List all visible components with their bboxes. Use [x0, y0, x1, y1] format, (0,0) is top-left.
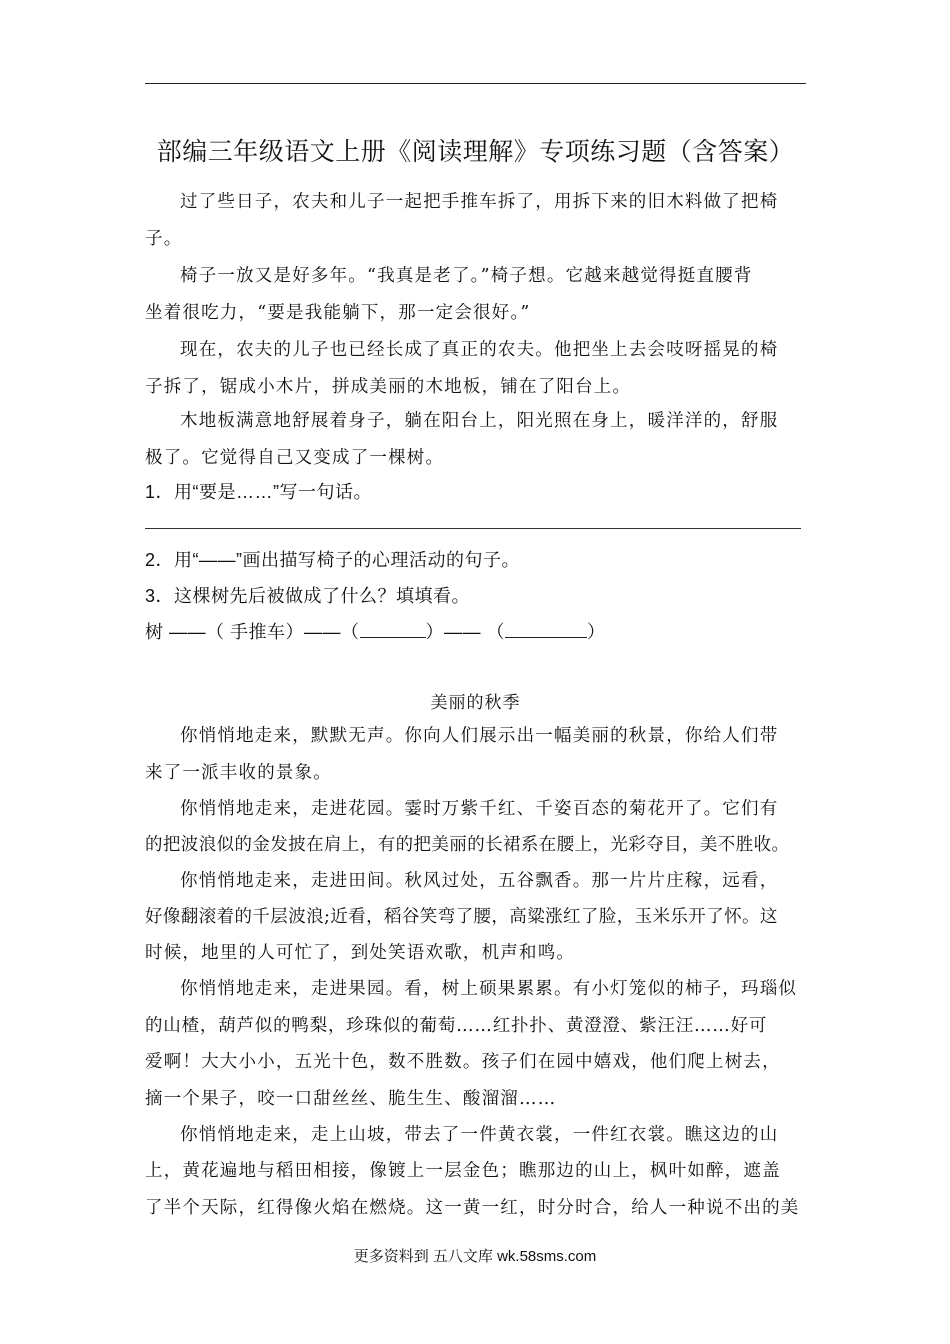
passage1-line: 坐着很吃力，“要是我能躺下，那一定会很好。” [145, 303, 531, 323]
passage2-line: 时候，地里的人可忙了，到处笑语欢歌，机声和鸣。 [145, 943, 576, 963]
fill-chain [145, 618, 606, 644]
passage1-line: 椅子一放又是好多年。“我真是老了。”椅子想。它越来越觉得挺直腰背 [180, 266, 753, 286]
question-3: 3．这棵树先后被做成了什么？填填看。 [145, 586, 471, 606]
chain-end: ） [587, 622, 606, 642]
question-1: 1．用“要是……”写一句话。 [145, 482, 372, 502]
passage2-line: 摘一个果子，咬一口甜丝丝、脆生生、酸溜溜…… [145, 1089, 557, 1109]
passage2-title: 美丽的秋季 [430, 693, 521, 713]
passage2-line: 了半个天际，红得像火焰在燃烧。这一黄一红，时分时合，给人一种说不出的美 [145, 1198, 800, 1218]
passage2-line: 你悄悄地走来，走进果园。看，树上硕果累累。有小灯笼似的柿子，玛瑙似 [180, 979, 798, 999]
passage2-line: 的把波浪似的金发披在肩上，有的把美丽的长裙系在腰上，光彩夺目，美不胜收。 [145, 835, 790, 855]
passage2-line: 你悄悄地走来，走进田间。秋风过处，五谷飘香。那一片片庄稼，远看， [180, 871, 779, 891]
passage1-line: 极了。它觉得自己又变成了一棵树。 [145, 448, 445, 468]
chain-mid: ）—— （ [425, 622, 506, 642]
top-rule [145, 83, 806, 84]
page-title: 部编三年级语文上册《阅读理解》专项练习题（含答案） [156, 137, 795, 166]
answer-line[interactable] [145, 528, 801, 529]
passage1-line: 木地板满意地舒展着身子，躺在阳台上，阳光照在身上，暖洋洋的，舒服 [180, 411, 779, 431]
footer-link[interactable]: 更多资料到 五八文库 wk.58sms.com [353, 1248, 597, 1265]
passage2-line: 的山楂，葫芦似的鸭梨，珍珠似的葡萄……红扑扑、黄澄澄、紫汪汪……好可 [145, 1016, 768, 1036]
passage1-line: 现在，农夫的儿子也已经长成了真正的农夫。他把坐上去会吱呀摇晃的椅 [180, 340, 779, 360]
passage2-line: 爱啊！大大小小，五光十色，数不胜数。孩子们在园中嬉戏，他们爬上树去， [145, 1052, 781, 1072]
passage1-line: 子拆了，锯成小木片，拼成美丽的木地板，铺在了阳台上。 [145, 377, 632, 397]
passage2-line: 你悄悄地走来，走上山坡，带去了一件黄衣裳，一件红衣裳。瞧这边的山 [180, 1125, 779, 1145]
chain-start: 树 ——（ 手推车）——（ [145, 622, 360, 642]
passage2-line: 你悄悄地走来，默默无声。你向人们展示出一幅美丽的秋景，你给人们带 [180, 726, 779, 746]
passage1-line: 子。 [145, 229, 183, 249]
passage2-line: 好像翻滚着的千层波浪;近看，稻谷笑弯了腰，高粱涨红了脸，玉米乐开了怀。这 [145, 907, 778, 927]
question-2: 2．用“——”画出描写椅子的心理活动的句子。 [145, 550, 520, 570]
passage1-line: 过了些日子，农夫和儿子一起把手推车拆了，用拆下来的旧木料做了把椅 [180, 192, 779, 212]
passage2-line: 你悄悄地走来，走进花园。霎时万紫千红、千姿百态的菊花开了。它们有 [180, 799, 779, 819]
blank-2[interactable] [505, 621, 587, 638]
passage2-line: 来了一派丰收的景象。 [145, 763, 332, 783]
blank-1[interactable] [360, 621, 426, 638]
passage2-line: 上，黄花遍地与稻田相接，像镀上一层金色；瞧那边的山上，枫叶如醉，遮盖 [145, 1161, 781, 1181]
